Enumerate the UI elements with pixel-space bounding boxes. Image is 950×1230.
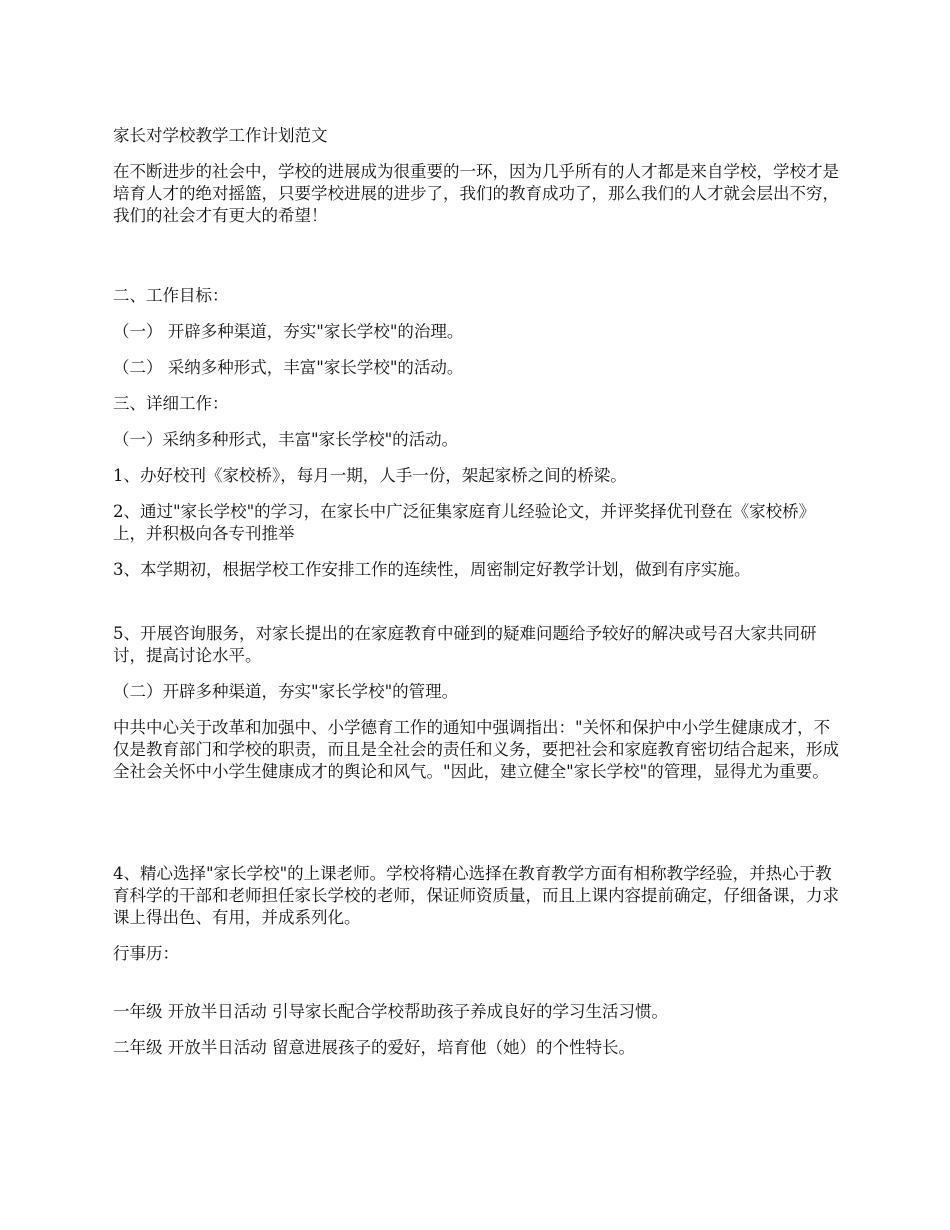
section-heading-work: 三、详细工作： — [113, 394, 229, 413]
spacer — [113, 979, 845, 1001]
work-subheading-2: （二）开辟多种渠道，夯实"家长学校"的管理。 — [113, 682, 459, 701]
spacer — [113, 797, 845, 863]
work-subheading-1: （一）采纳多种形式，丰富"家长学校"的活动。 — [113, 430, 459, 449]
intro-paragraph: 在不断进步的社会中，学校的进展成为很重要的一环，因为几乎所有的人才都是来自学校，学校才是培育人才的绝对摇篮，只要学校进展的进步了，我们的教育成功了，那么我们的人才就会层出不穷，我们的社会才有更大的希望！ — [113, 162, 839, 225]
work-item-3: 3、本学期初，根据学校工作安排工作的连续性，周密制定好教学计划，做到有序实施。 — [113, 560, 751, 579]
schedule-heading: 行事历： — [113, 944, 179, 963]
work-item-4: 4、精心选择"家长学校"的上课老师。学校将精心选择在教育教学方面有相称教学经验，并热心于教育科学的干部和老师担任家长学校的老师，保证师资质量，而且上课内容提前确定，仔细备课，力求课上得出色、有用，并成系列化。 — [113, 864, 839, 927]
work-item-2: 2、通过"家长学校"的学习，在家长中广泛征集家庭育儿经验论文，并评奖择优刊登在《家校桥》上，并积极向各专刊推举 — [113, 502, 816, 543]
document-body — [113, 125, 845, 1073]
section-heading-goals: 二、工作目标： — [113, 286, 229, 305]
notice-paragraph: 中共中心关于改革和加强中、小学德育工作的通知中强调指出："关怀和保护中小学生健康成才，不仅是教育部门和学校的职责，而且是全社会的责任和义务，要把社会和家庭教育密切结合起来，形成全社会关怀中小学生健康成才的舆论和风气。"因此，建立健全"家长学校"的管理，显得尤为重要。 — [113, 718, 839, 781]
spacer — [113, 595, 845, 623]
schedule-grade-1: 一年级 开放半日活动 引导家长配合学校帮助孩子养成良好的学习生活习惯。 — [113, 1002, 668, 1021]
work-item-5: 5、开展咨询服务，对家长提出的在家庭教育中碰到的疑难问题给予较好的解决或号召大家共同研讨，提高讨论水平。 — [113, 624, 817, 665]
schedule-grade-2: 二年级 开放半日活动 留意进展孩子的爱好，培育他（她）的个性特长。 — [113, 1038, 635, 1057]
spacer — [113, 241, 845, 285]
document-title: 家长对学校教学工作计划范文 — [113, 126, 328, 145]
goal-item-1: （一） 开辟多种渠道，夯实"家长学校"的治理。 — [113, 322, 464, 341]
work-item-1: 1、办好校刊《家校桥》，每月一期，人手一份，架起家桥之间的桥梁。 — [113, 466, 627, 485]
goal-item-2: （二） 采纳多种形式，丰富"家长学校"的活动。 — [113, 358, 464, 377]
